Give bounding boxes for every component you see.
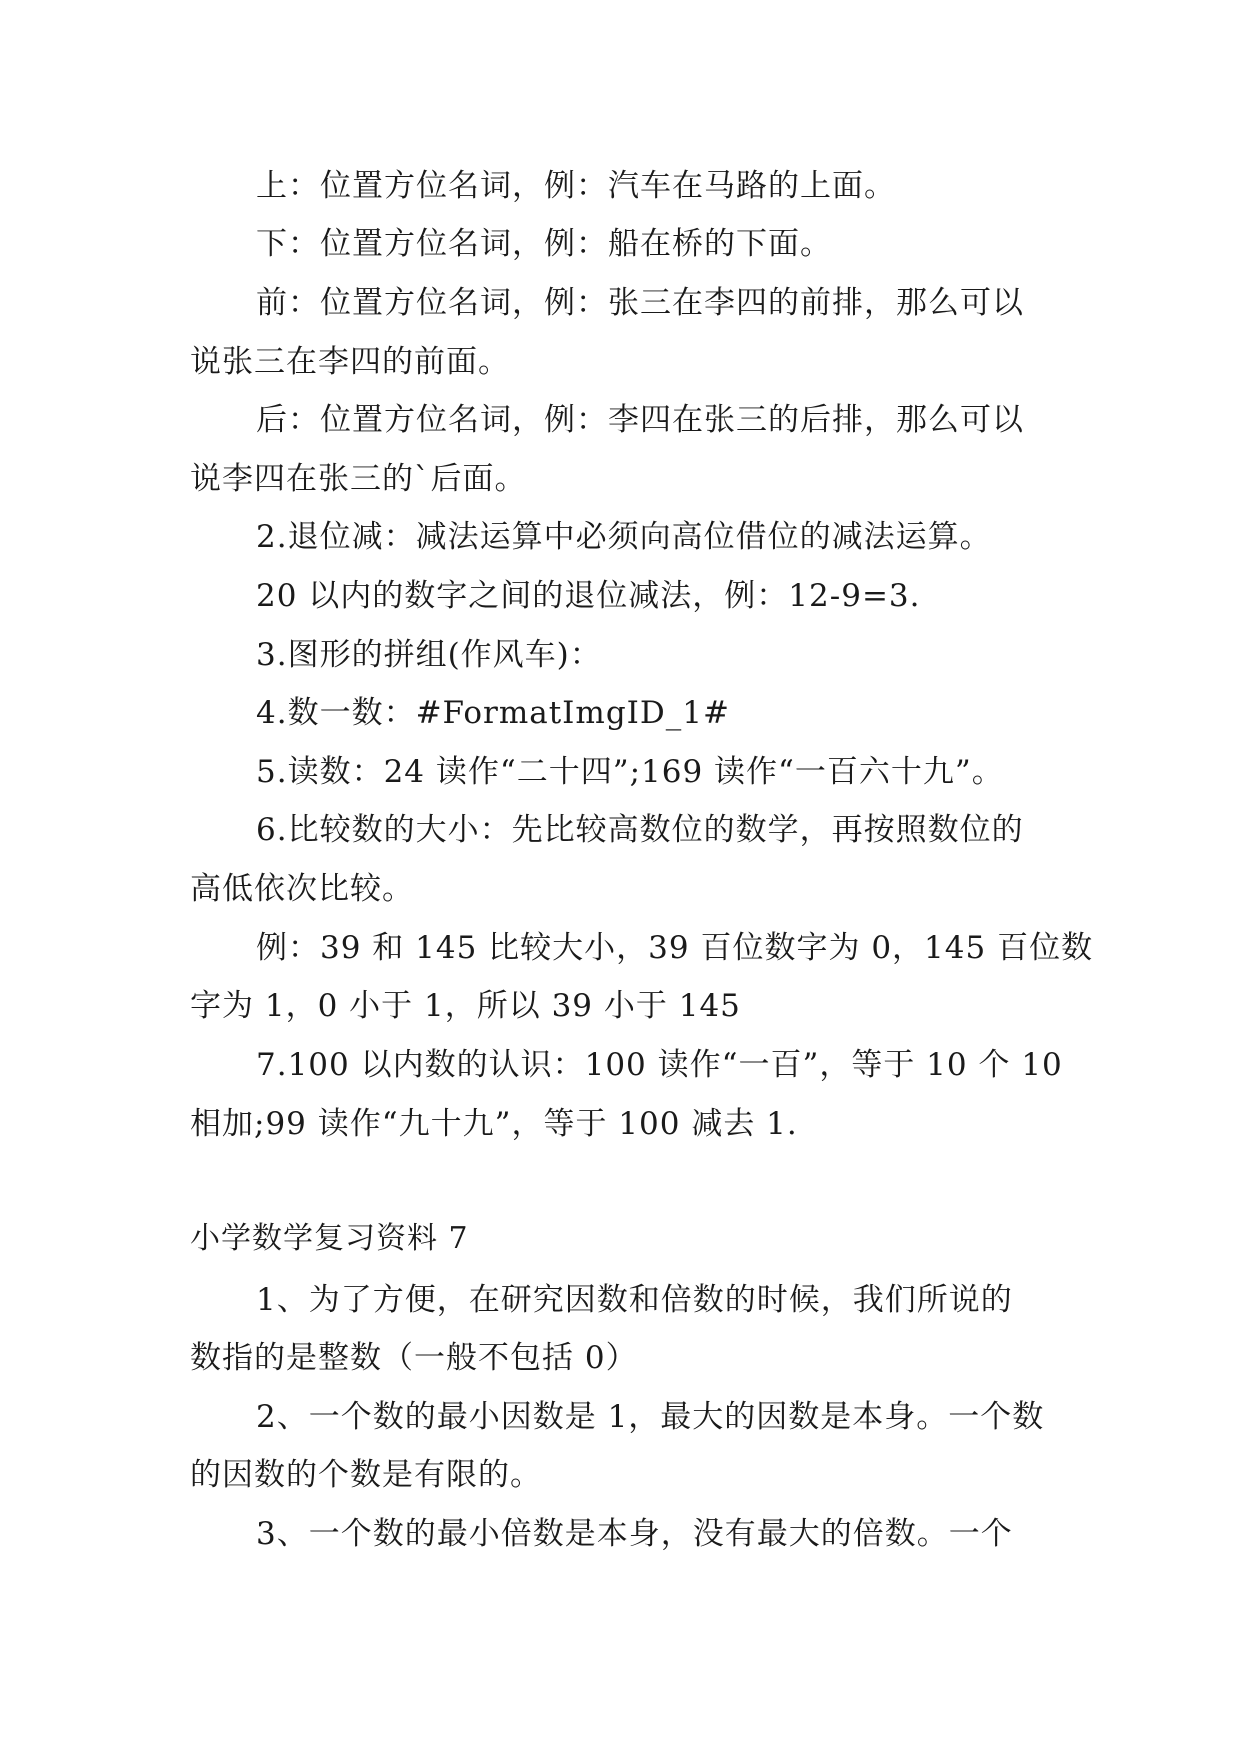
paragraph-line: 数指的是整数（一般不包括 0） [190,1340,638,1376]
paragraph-line: 4.数一数：#FormatImgID_1# [256,695,730,731]
paragraph-line: 2、一个数的最小因数是 1，最大的因数是本身。一个数 [256,1399,1045,1435]
paragraph-line: 上：位置方位名词，例：汽车在马路的上面。 [256,168,896,204]
paragraph-line: 例：39 和 145 比较大小，39 百位数字为 0，145 百位数 [256,930,1094,966]
paragraph-line: 1、为了方便，在研究因数和倍数的时候，我们所说的 [256,1282,1013,1318]
paragraph-line: 7.100 以内数的认识：100 读作“一百”，等于 10 个 10 [256,1047,1063,1083]
paragraph-line: 高低依次比较。 [190,871,414,907]
paragraph-line: 6.比较数的大小：先比较高数位的数学，再按照数位的 [256,812,1024,848]
paragraph-line: 字为 1，0 小于 1，所以 39 小于 145 [190,988,741,1024]
section-title-text: 小学数学复习资料 7 [190,1221,469,1256]
paragraph-line: 3、一个数的最小倍数是本身，没有最大的倍数。一个 [256,1516,1013,1552]
paragraph-line: 前：位置方位名词，例：张三在李四的前排，那么可以 [256,285,1024,321]
paragraph-line: 相加;99 读作“九十九”，等于 100 减去 1. [190,1106,798,1142]
paragraph-line: 后：位置方位名词，例：李四在张三的后排，那么可以 [256,402,1024,438]
paragraph-line: 5.读数：24 读作“二十四”;169 读作“一百六十九”。 [256,754,1004,790]
paragraph-line: 下：位置方位名词，例：船在桥的下面。 [256,226,832,262]
paragraph-line: 20 以内的数字之间的退位减法，例：12-9=3. [256,578,921,614]
paragraph-line: 说张三在李四的前面。 [190,344,510,380]
paragraph-line: 的因数的个数是有限的。 [190,1457,542,1493]
paragraph-line: 2.退位减：减法运算中必须向高位借位的减法运算。 [256,519,992,555]
paragraph-line: 3.图形的拼组(作风车)： [256,637,602,673]
paragraph-line: 说李四在张三的`后面。 [190,461,527,497]
